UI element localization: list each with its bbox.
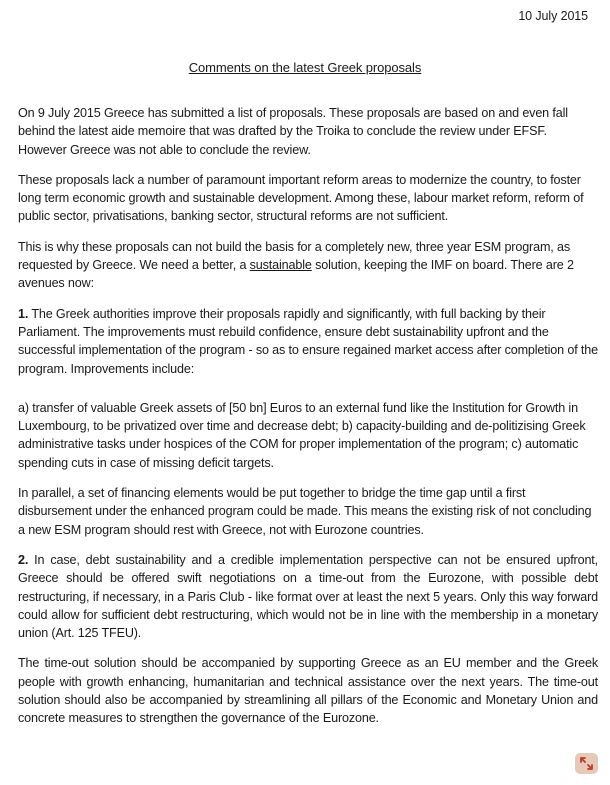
- paragraph-3: [18, 238, 598, 293]
- paragraph-7: [18, 551, 598, 642]
- paragraph-6: In parallel, a set of financing elements would be put together to bridge the time gap until a first disbursement under the enhanced program could be made. This means the existing risk of not concluding a new ESM program should rest with Greece, not with Eurozone countries.: [18, 486, 592, 537]
- option-1-text: The Greek authorities improve their proposals rapidly and significantly, with full backing by their Parliament. The improvements must rebuild confidence, ensure debt sustainability upfront and the successful implementation of the program - so as to ensure regained market access after completion of the program. Improvements include:: [18, 306, 598, 376]
- expand-arrows-glyph: [579, 756, 594, 771]
- document-date: 10 July 2015: [518, 9, 588, 23]
- paragraph-5: a) transfer of valuable Greek assets of [50 bn] Euros to an external fund like the Institution for Growth in Luxembourg, to be privatized over time and decrease debt; b) capacity-building and de-politizising Greek administrative tasks under hospices of the COM for proper implementation of the program; c) automatic spending cuts in case of missing deficit targets.: [18, 400, 586, 470]
- expand-arrows-icon[interactable]: [575, 753, 598, 774]
- option-2-number: 2.: [18, 552, 29, 567]
- option-2-text: In case, debt sustainability and a credible implementation perspective can not be ensured upfront, Greece should be offered swift negotiations on a time-out from the Eurozone, with possible debt restructuring, if necessary, in a Paris Club - like format over at least the next 5 years. Only this way forward could allow for sufficient debt restructuring, which would not be in line with the membership in a monetary union (Art. 125 TFEU).: [18, 552, 598, 641]
- document-body: [18, 104, 598, 740]
- document-title: Comments on the latest Greek proposals: [188, 60, 422, 75]
- option-1-number: 1.: [18, 306, 29, 321]
- paragraph-2: These proposals lack a number of paramount important reform areas to modernize the country, to foster long term economic growth and sustainable development. Among these, labour market reform, reform of public sector, privatisations, banking sector, structural reforms are not sufficient.: [18, 172, 584, 224]
- paragraph-1: On 9 July 2015 Greece has submitted a list of proposals. These proposals are based on and even fall behind the latest aide memoire that was drafted by the Troika to conclude the review under EFSF. However Greece was not able to conclude the review.: [18, 106, 568, 157]
- paragraph-8: The time-out solution should be accompanied by supporting Greece as an EU member and the Greek people with growth enhancing, humanitarian and technical assistance over the next years. The time-out solution should also be accompanied by streamlining all pillars of the Economic and Monetary Union and concrete measures to strengthen the governance of the Eurozone.: [18, 656, 598, 726]
- paragraph-4: [18, 305, 598, 378]
- paragraph-3-text-end: solution, keeping the IMF on board. There are 2 avenues now:: [18, 258, 574, 291]
- underlined-sustainable: sustainable: [249, 258, 312, 273]
- paragraph-3-text: This is why these proposals can not build the basis for a completely new, three year ESM program, as requested by Greece. We need a better, a: [18, 239, 570, 273]
